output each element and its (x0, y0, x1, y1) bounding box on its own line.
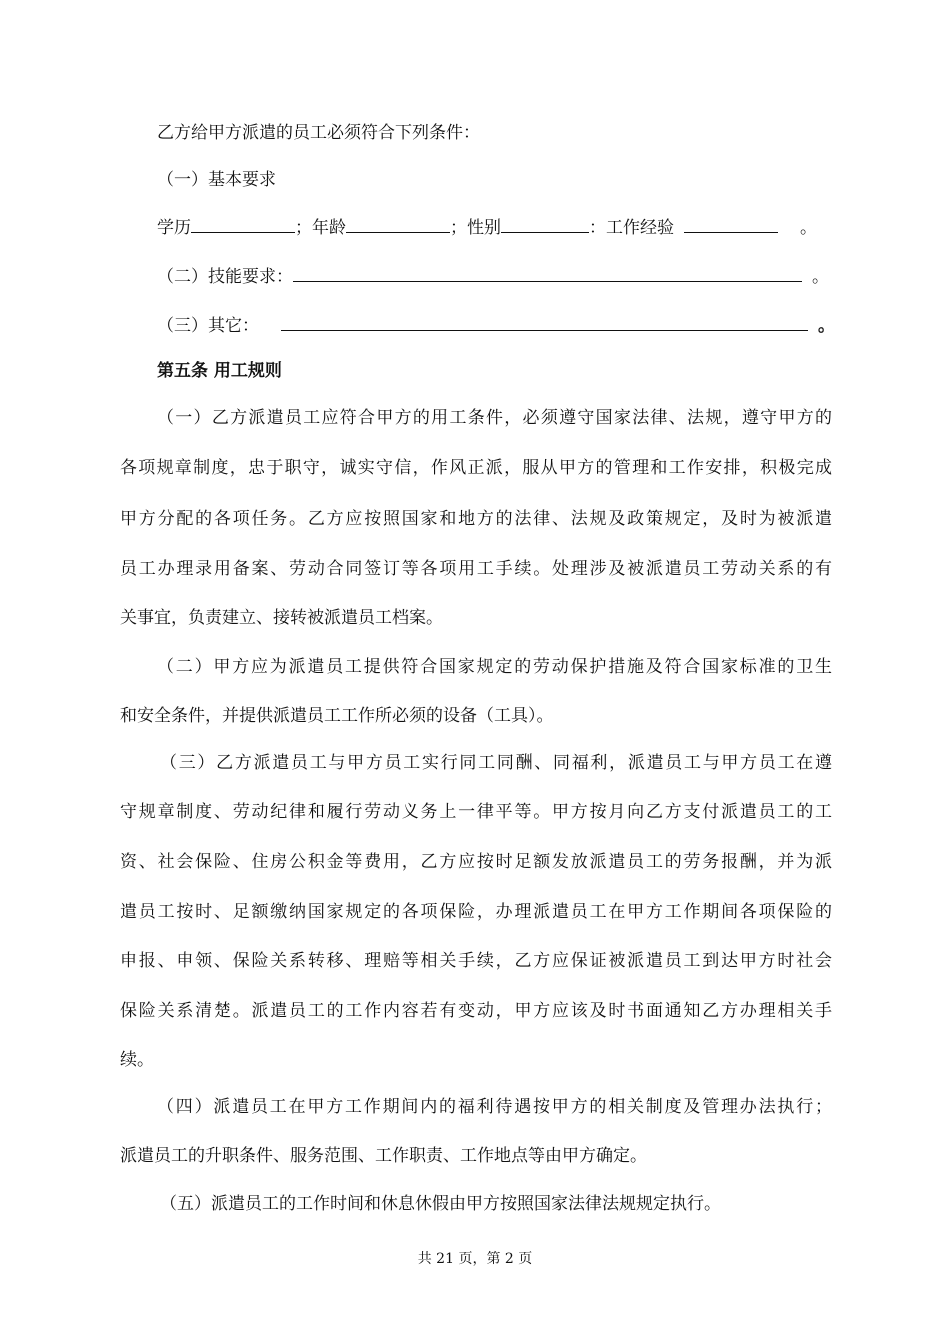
p1-line: 员工办理录用备案、劳动合同签订等各项用工手续。处理涉及被派遣员工劳动关系的有 (120, 559, 832, 579)
gender-label: ；性别 (450, 218, 501, 238)
skills-label: （二）技能要求： (157, 267, 293, 287)
basic-requirements-heading: （一）基本要求 (157, 170, 276, 190)
p4-line: （四）派遣员工在甲方工作期间内的福利待遇按甲方的相关制度及管理办法执行； (157, 1097, 832, 1117)
p3-line: 申报、申领、保险关系转移、理赔等相关手续，乙方应保证被派遣员工到达甲方时社会 (120, 951, 832, 971)
page-footer: 共 21 页，第 2 页 (417, 1251, 533, 1267)
intro-text: 乙方给甲方派遣的员工必须符合下列条件： (157, 123, 480, 143)
p1-line: （一）乙方派遣员工应符合甲方的用工条件，必须遵守国家法律、法规，遵守甲方的 (157, 408, 832, 428)
p3-line: 遣员工按时、足额缴纳国家规定的各项保险，办理派遣员工在甲方工作期间各项保险的 (120, 902, 832, 922)
other-blank[interactable] (281, 314, 808, 331)
p1-line: 各项规章制度，忠于职守，诚实守信，作风正派，服从甲方的管理和工作安排，积极完成 (120, 458, 832, 478)
p1-line: 关事宜，负责建立、接转被派遣员工档案。 (120, 608, 443, 628)
basic-fields-line (157, 213, 817, 238)
p1-line: 甲方分配的各项任务。乙方应按照国家和地方的法律、法规及政策规定，及时为被派遣 (120, 509, 832, 529)
p2-line: 和安全条件，并提供派遣员工工作所必须的设备（工具）。 (120, 706, 554, 726)
education-blank[interactable] (191, 216, 295, 233)
fields-end: 。 (800, 218, 817, 238)
p3-line: （三）乙方派遣员工与甲方员工实行同工同酬、同福利，派遣员工与甲方员工在遵 (160, 753, 832, 773)
experience-blank[interactable] (684, 216, 778, 233)
p3-line: 保险关系清楚。派遣员工的工作内容若有变动，甲方应该及时书面通知乙方办理相关手 (120, 1001, 832, 1021)
skills-blank[interactable] (293, 265, 802, 282)
p3-line: 资、社会保险、住房公积金等费用，乙方应按时足额发放派遣员工的劳务报酬，并为派 (120, 852, 832, 872)
other-label: （三）其它： (157, 316, 259, 336)
age-label: ；年龄 (295, 218, 346, 238)
p3-line: 续。 (120, 1050, 154, 1070)
article-title: 第五条 用工规则 (157, 361, 282, 381)
p5-line: （五）派遣员工的工作时间和休息休假由甲方按照国家法律法规规定执行。 (160, 1194, 721, 1214)
age-blank[interactable] (346, 216, 450, 233)
other-end: 。 (818, 316, 835, 336)
experience-label: ：工作经验 (589, 218, 674, 238)
gender-blank[interactable] (501, 216, 589, 233)
education-label: 学历 (157, 218, 191, 238)
p4-line: 派遣员工的升职条件、服务范围、工作职责、工作地点等由甲方确定。 (120, 1146, 647, 1166)
p2-line: （二）甲方应为派遣员工提供符合国家规定的劳动保护措施及符合国家标准的卫生 (157, 657, 832, 677)
skills-end: 。 (812, 267, 829, 287)
p3-line: 守规章制度、劳动纪律和履行劳动义务上一律平等。甲方按月向乙方支付派遣员工的工 (120, 802, 832, 822)
skills-line (157, 262, 829, 287)
other-line (157, 311, 835, 336)
